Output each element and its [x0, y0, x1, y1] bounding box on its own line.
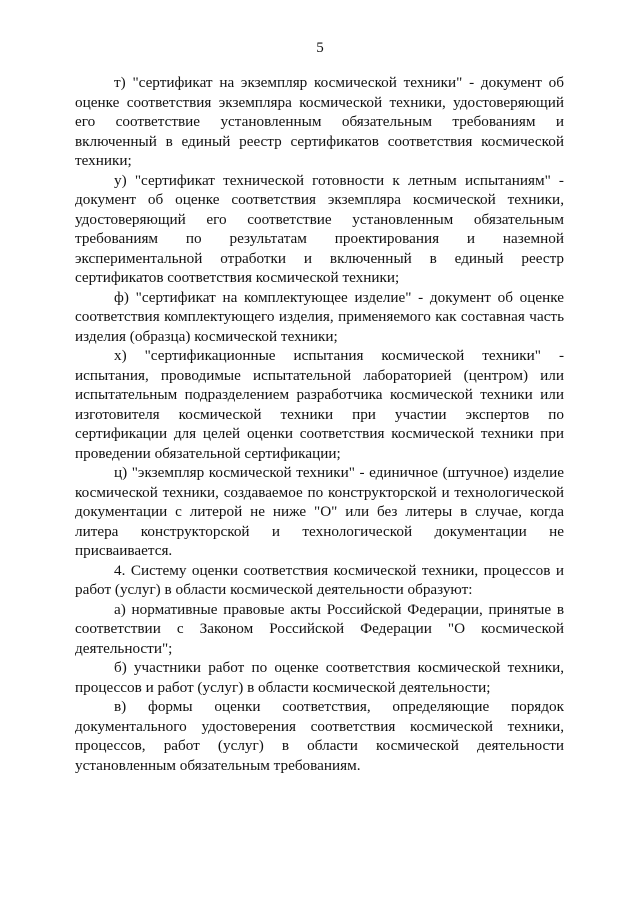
- page-number: 5: [316, 40, 324, 56]
- paragraph-t: т) "сертификат на экземпляр космической техники" - документ об оценке соответствия экземпляра космической техники, удостоверяющий его соответствие установленным обязательным требованиям и включенный в единый реестр сертификатов соответствия космической техники;: [75, 74, 564, 169]
- paragraph-b: б) участники работ по оценке соответствия космической техники, процессов и работ (услуг) в области космической деятельности;: [75, 659, 564, 696]
- paragraph-a: а) нормативные правовые акты Российской Федерации, принятые в соответствии с Законом Российской Федерации "О космической деятельности";: [75, 600, 564, 657]
- paragraph-v: в) формы оценки соответствия, определяющие порядок документального удостоверения соответствия космической техники, процессов, работ (услуг) в области космической деятельности установленным обязательным требованиям.: [75, 698, 564, 774]
- paragraph-f: ф) "сертификат на комплектующее изделие" - документ об оценке соответствия комплектующего изделия, применяемого как составная часть изделия (образца) космической техники;: [75, 288, 564, 345]
- paragraph-kh: х) "сертификационные испытания космической техники" - испытания, проводимые испытательной лабораторией (центром) или испытательным подразделением разработчика космической техники или изготовителя космической техники при участии экспертов по сертификации для целей оценки соответствия космической техники при проведении обязательной сертификации;: [75, 347, 564, 462]
- paragraph-u: у) "сертификат технической готовности к летным испытаниям" - документ об оценке соответствия экземпляра космической техники, удостоверяющий его соответствие установленным обязательным требованиям по результатам проектирования и наземной экспериментальной отработки и включенный в единый реестр сертификатов соответствия космической техники;: [75, 171, 564, 286]
- paragraph-ts: ц) "экземпляр космической техники" - единичное (штучное) изделие космической техники, создаваемое по конструкторской и технологической документации с литерой не ниже "О" или без литеры в случае, когда литера конструкторской и технологической документации не присваивается.: [75, 464, 564, 559]
- paragraph-section-4: 4. Систему оценки соответствия космической техники, процессов и работ (услуг) в области космической деятельности образуют:: [75, 561, 564, 598]
- document-body: [75, 73, 564, 775]
